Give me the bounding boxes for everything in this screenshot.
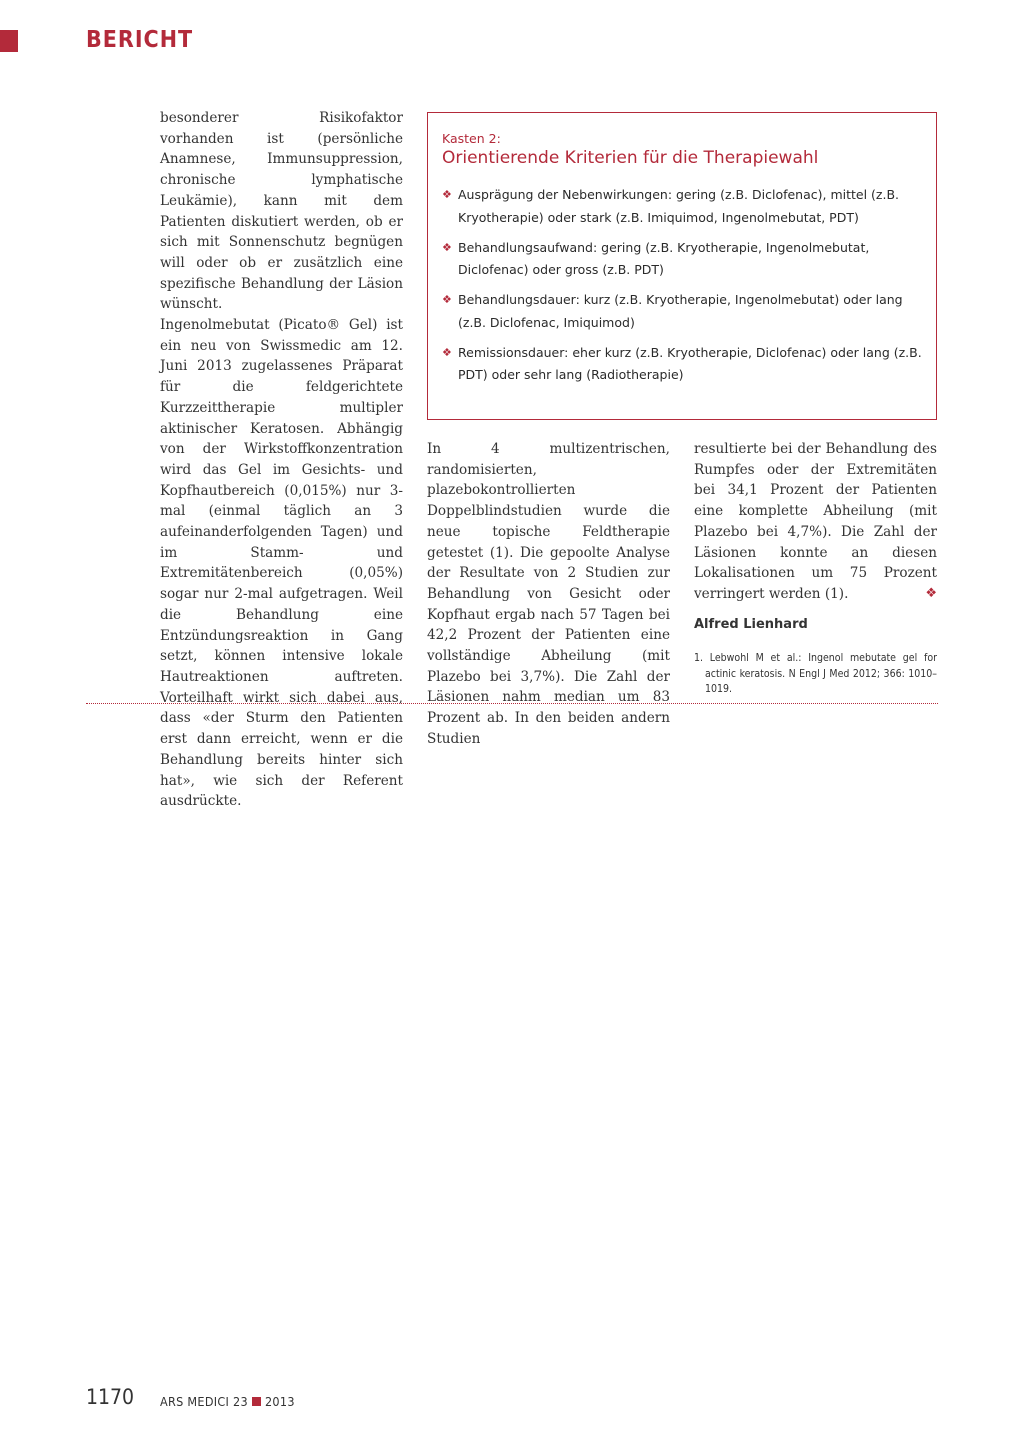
diamond-bullet-icon: ❖ [442,240,452,254]
paragraph: In 4 multizentrischen, randomisierten, plazebokontrollierten Doppelblindstudien wurde die neue topische Feldtherapie getestet (1). Die gepoolte Analyse der Resultate von 2 Studien zur Behandlung von Gesicht oder Kopfhaut ergab nach 57 Tagen bei 42,2 Prozent der Patienten eine vollständige Abheilung (mit Plazebo bei 3,7%). Die Zahl der Läsionen nahm median um 83 Prozent ab. In den beiden andern Studien [427,441,670,747]
list-item [442,289,922,334]
list-item-text: Behandlungsaufwand: gering (z.B. Kryotherapie, Ingenolmebutat, Diclofenac) oder gross (z.B. PDT) [458,239,870,277]
list-item [442,237,922,282]
list-item [442,184,922,229]
list-item-text: Ausprägung der Nebenwirkungen: gering (z.B. Diclofenac), mittel (z.B. Kryotherapie) oder stark (z.B. Imiquimod, Ingenolmebutat, PDT) [458,187,900,225]
article-column-3 [694,439,937,698]
list-item-text: Remissionsdauer: eher kurz (z.B. Kryotherapie, Diclofenac) oder lang (z.B. PDT) oder sehr lang (Radiotherapie) [458,344,922,382]
paragraph: besonderer Risikofaktor vorhanden ist (persönliche Anamnese, Immunsuppression, chronische lymphatische Leukämie), kann mit dem Patienten diskutiert werden, ob er sich mit Sonnenschutz begnügen will oder ob er zusätzlich eine spezifische Behandlung der Läsion wünscht. [160,110,403,313]
dotted-divider [86,703,938,704]
journal-name: ARS MEDICI 23 [160,1394,248,1409]
list-item-text: Behandlungsdauer: kurz (z.B. Kryotherapie, Ingenolmebutat) oder lang (z.B. Diclofenac, Imiquimod) [458,292,903,330]
diamond-bullet-icon: ❖ [442,345,452,359]
paragraph [694,439,937,605]
paragraph: Ingenolmebutat (Picato® Gel) ist ein neu von Swissmedic am 12. Juni 2013 zugelassenes Präparat für die feldgerichtete Kurzzeittherapie multipler aktinischer Keratosen. Abhängig von der Wirkstoffkonzentration wird das Gel im Gesichts- und Kopfhautbereich (0,015%) nur 3-mal (einmal täglich an 3 aufeinanderfolgenden Tagen) und im Stamm- und Extremitätenbereich (0,05%) sogar nur 2-mal aufgetragen. Weil die Behandlung eine Entzündungsreaktion in Gang setzt, können intensive lokale Hautreaktionen auftreten. Vorteilhaft wirkt sich dabei aus, dass «der Sturm den Patienten erst dann erreicht, wenn er die Behandlung bereits hinter sich hat», wie sich der Referent ausdrückte. [160,317,403,810]
list-item [442,342,922,387]
end-diamond-icon: ❖ [925,585,937,601]
reference-item: 1. Lebwohl M et al.: Ingenol mebutate gel for actinic keratosis. N Engl J Med 2012; 366: 1010–1019. [694,652,937,696]
box-title: Orientierende Kriterien für die Therapiewahl [442,148,819,168]
box-label: Kasten 2: [442,131,501,146]
square-separator-icon [252,1397,261,1406]
journal-year: 2013 [264,1394,295,1409]
section-title: BERICHT [86,27,194,53]
criteria-list [442,184,922,387]
diamond-bullet-icon: ❖ [442,188,452,201]
paragraph-text: resultierte bei der Behandlung des Rumpfes oder der Extremitäten bei 34,1 Prozent der Patienten eine komplette Abheilung (mit Plazebo bei 4,7%). Die Zahl der Läsionen konnte an diesen Lokalisationen um 75 Prozent verringert werden (1). [694,441,937,602]
journal-footer [160,1394,295,1409]
section-color-marker [0,30,18,52]
diamond-bullet-icon: ❖ [442,293,452,306]
page-number: 1170 [86,1385,135,1409]
author-name: Alfred Lienhard [694,616,808,632]
article-column-1 [160,108,403,812]
info-box [427,112,937,420]
